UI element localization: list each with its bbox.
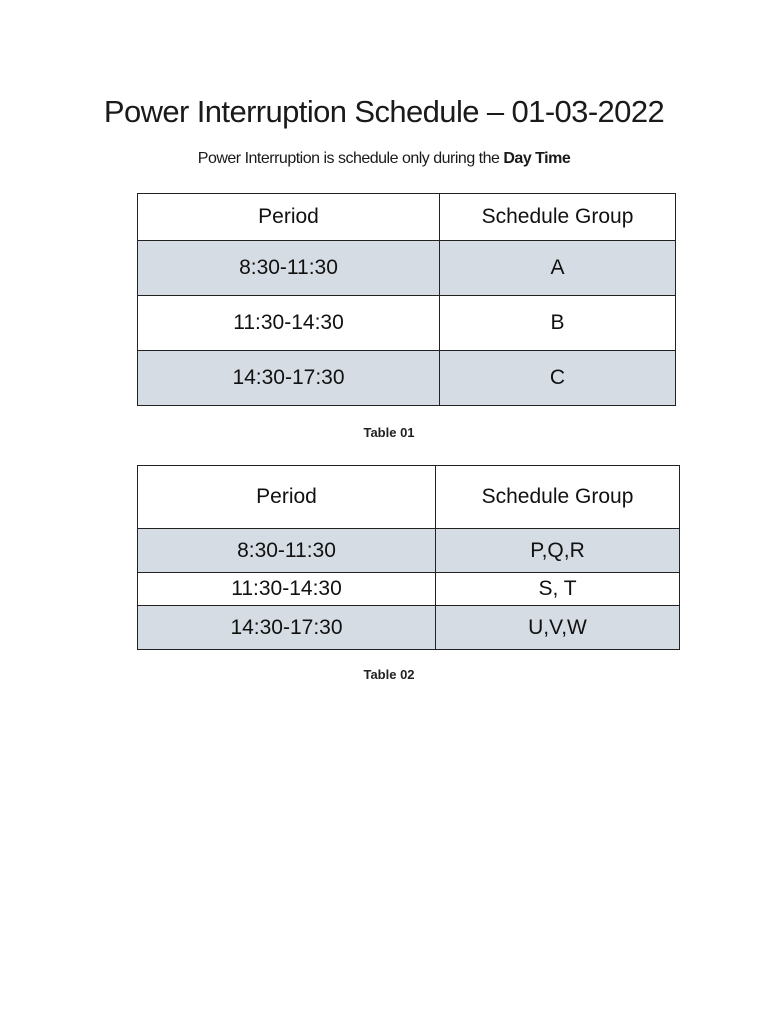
period-cell: 11:30-14:30 (138, 573, 436, 606)
page-title: Power Interruption Schedule – 01-03-2022 (103, 94, 665, 129)
subtitle-text: Power Interruption is schedule only during the (197, 150, 504, 167)
schedule-table-02 (137, 465, 680, 650)
table-row (138, 573, 680, 606)
group-cell: U,V,W (436, 606, 680, 650)
table-caption-01: Table 01 (363, 425, 415, 440)
period-cell: 8:30-11:30 (138, 529, 436, 573)
header-period: Period (138, 466, 436, 529)
group-cell: P,Q,R (436, 529, 680, 573)
period-cell: 11:30-14:30 (138, 296, 440, 351)
table-row (138, 241, 676, 296)
group-cell: B (440, 296, 676, 351)
period-cell: 14:30-17:30 (138, 606, 436, 650)
table-caption-02: Table 02 (363, 667, 415, 682)
subtitle (0, 150, 768, 168)
header-period: Period (138, 194, 440, 241)
table-header-row (138, 466, 680, 529)
table-row (138, 351, 676, 406)
group-cell: A (440, 241, 676, 296)
header-schedule-group: Schedule Group (440, 194, 676, 241)
table-row (138, 606, 680, 650)
period-cell: 14:30-17:30 (138, 351, 440, 406)
table-row (138, 296, 676, 351)
table-header-row (138, 194, 676, 241)
header-schedule-group: Schedule Group (436, 466, 680, 529)
subtitle-emphasis: Day Time (503, 150, 571, 167)
schedule-table-01 (137, 193, 676, 406)
table-row (138, 529, 680, 573)
group-cell: S, T (436, 573, 680, 606)
group-cell: C (440, 351, 676, 406)
period-cell: 8:30-11:30 (138, 241, 440, 296)
